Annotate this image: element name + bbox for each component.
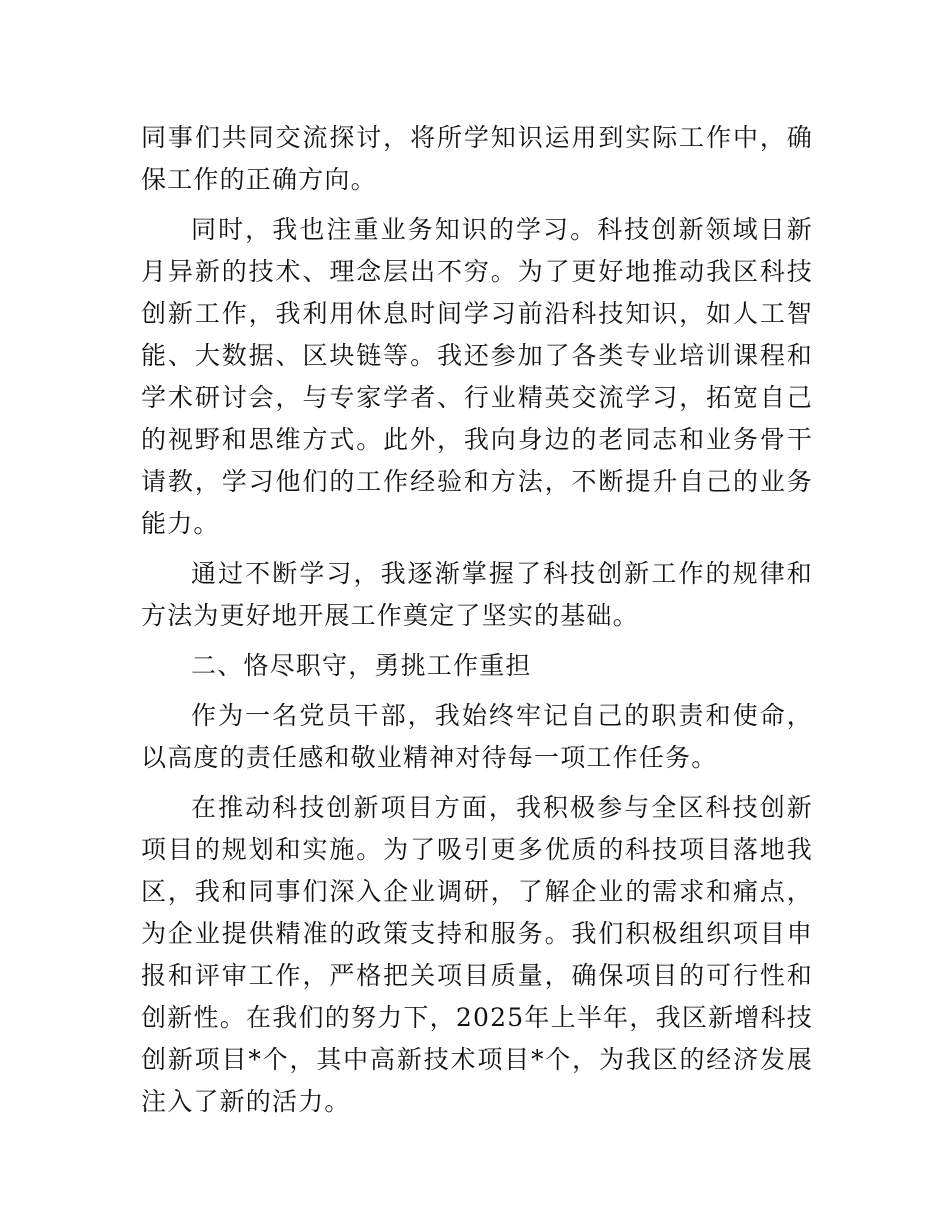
section-heading: 二、恪尽职守，勇挑工作重担	[191, 651, 532, 680]
paragraph-study-summary: 通过不断学习，我逐渐掌握了科技创新工作的规律和方法为更好地开展工作奠定了坚实的基础。	[141, 559, 813, 630]
paragraph-duty: 作为一名党员干部，我始终牢记自己的职责和使命，以高度的责任感和敬业精神对待每一项工作任务。	[141, 701, 813, 772]
paragraph-continued: 同事们共同交流探讨，将所学知识运用到实际工作中，确保工作的正确方向。	[141, 123, 813, 194]
paragraph-projects: 在推动科技创新项目方面，我积极参与全区科技创新项目的规划和实施。为了吸引更多优质的科技项目落地我区，我和同事们深入企业调研，了解企业的需求和痛点，为企业提供精准的政策支持和服务。我们积极组织项目申报和评审工作，严格把关项目质量，确保项目的可行性和创新性。在我们的努力下，2025年上半年，我区新增科技创新项目*个，其中高新技术项目*个，为我区的经济发展注入了新的活力。	[141, 793, 813, 1116]
paragraph-business-study: 同时，我也注重业务知识的学习。科技创新领域日新月异新的技术、理念层出不穷。为了更好地推动我区科技创新工作，我利用休息时间学习前沿科技知识，如人工智能、大数据、区块链等。我还参加了各类专业培训课程和学术研讨会，与专家学者、行业精英交流学习，拓宽自己的视野和思维方式。此外，我向身边的老同志和业务骨干请教，学习他们的工作经验和方法，不断提升自己的业务能力。	[141, 215, 813, 538]
document-body	[141, 117, 813, 1131]
